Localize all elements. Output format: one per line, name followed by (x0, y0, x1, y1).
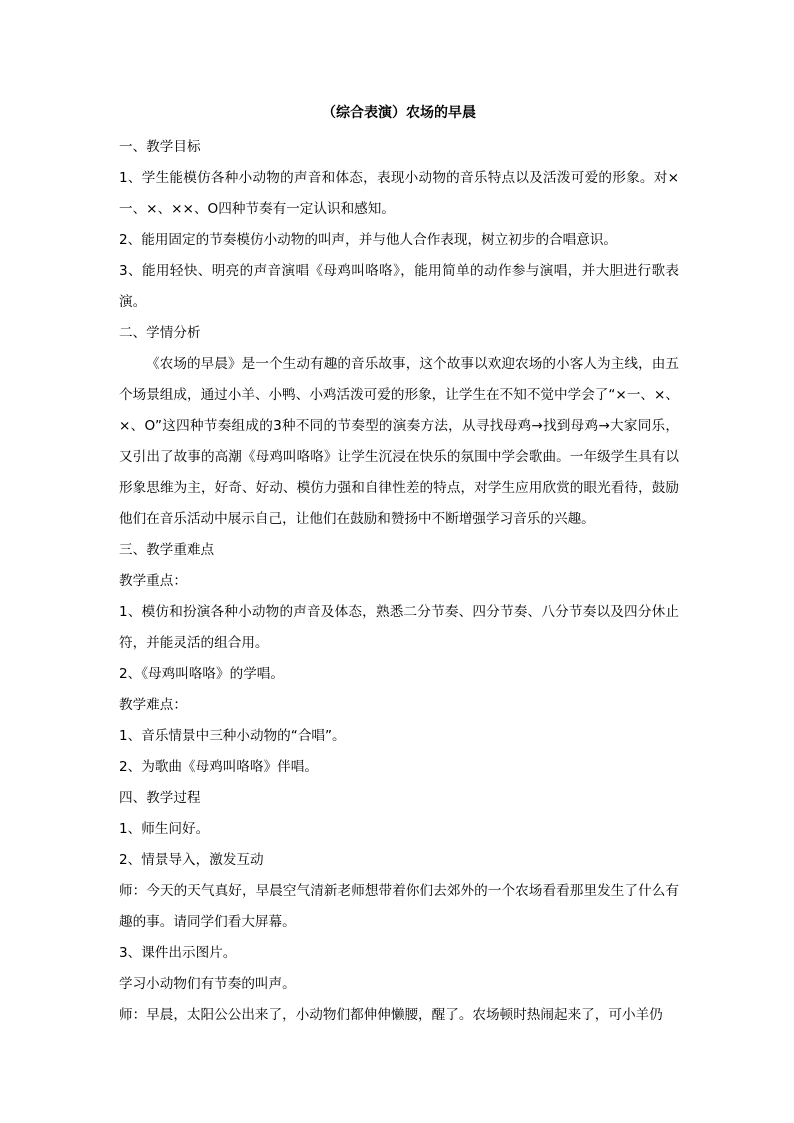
document-title: （综合表演）农场的早晨 (322, 105, 476, 121)
paragraph-list (119, 132, 679, 1031)
paragraph: 三、教学重难点 (119, 542, 215, 558)
paragraph: 师：今天的天气真好，早晨空气清新老师想带着你们去郊外的一个农场看看那里发生了什么有趣的事。请同学们看大屏幕。 (119, 883, 679, 930)
paragraph: 1、模仿和扮演各种小动物的声音及体态，熟悉二分节奏、四分节奏、八分节奏以及四分休止符，并能灵活的组合用。 (119, 604, 679, 651)
paragraph: 四、教学过程 (119, 790, 201, 806)
paragraph: 1、学生能模仿各种小动物的声音和体态，表现小动物的音乐特点以及活泼可爱的形象。对×一、×、××、O四种节奏有一定认识和感知。 (119, 170, 679, 217)
paragraph: 师：早晨，太阳公公出来了，小动物们都伸伸懒腰，醒了。农场顿时热闹起来了，可小羊仍 (119, 1007, 663, 1023)
paragraph: 《农场的早晨》是一个生动有趣的音乐故事，这个故事以欢迎农场的小客人为主线，由五个场景组成，通过小羊、小鸭、小鸡活泼可爱的形象，让学生在不知不觉中学会了“×一、×、×、O”这四种节奏组成的3种不同的节奏型的演奏方法，从寻找母鸡→找到母鸡→大家同乐，又引出了故事的高潮《母鸡叫咯咯》让学生沉浸在快乐的氛围中学会歌曲。一年级学生具有以形象思维为主，好奇、好动、模仿力强和自律性差的特点，对学生应用欣赏的眼光看待，鼓励他们在音乐活动中展示自己，让他们在鼓励和赞扬中不断增强学习音乐的兴趣。 (119, 356, 679, 527)
paragraph: 2、《母鸡叫咯咯》的学唱。 (119, 666, 284, 682)
paragraph: 二、学情分析 (119, 325, 201, 341)
paragraph: 1、音乐情景中三种小动物的“合唱”。 (119, 728, 346, 744)
document-body (119, 100, 679, 1031)
paragraph: 教学难点： (119, 697, 187, 713)
paragraph: 一、教学目标 (119, 139, 201, 155)
paragraph: 学习小动物们有节奏的叫声。 (119, 976, 296, 992)
paragraph: 1、师生问好。 (119, 821, 210, 837)
paragraph: 2、为歌曲《母鸡叫咯咯》伴唱。 (119, 759, 318, 775)
paragraph: 教学重点： (119, 573, 187, 589)
paragraph: 3、能用轻快、明亮的声音演唱《母鸡叫咯咯》，能用简单的动作参与演唱，并大胆进行歌表演。 (119, 263, 679, 310)
paragraph: 2、情景导入，激发互动 (119, 852, 264, 868)
paragraph: 2、能用固定的节奏模仿小动物的叫声，并与他人合作表现，树立初步的合唱意识。 (119, 232, 618, 248)
paragraph: 3、课件出示图片。 (119, 945, 237, 961)
